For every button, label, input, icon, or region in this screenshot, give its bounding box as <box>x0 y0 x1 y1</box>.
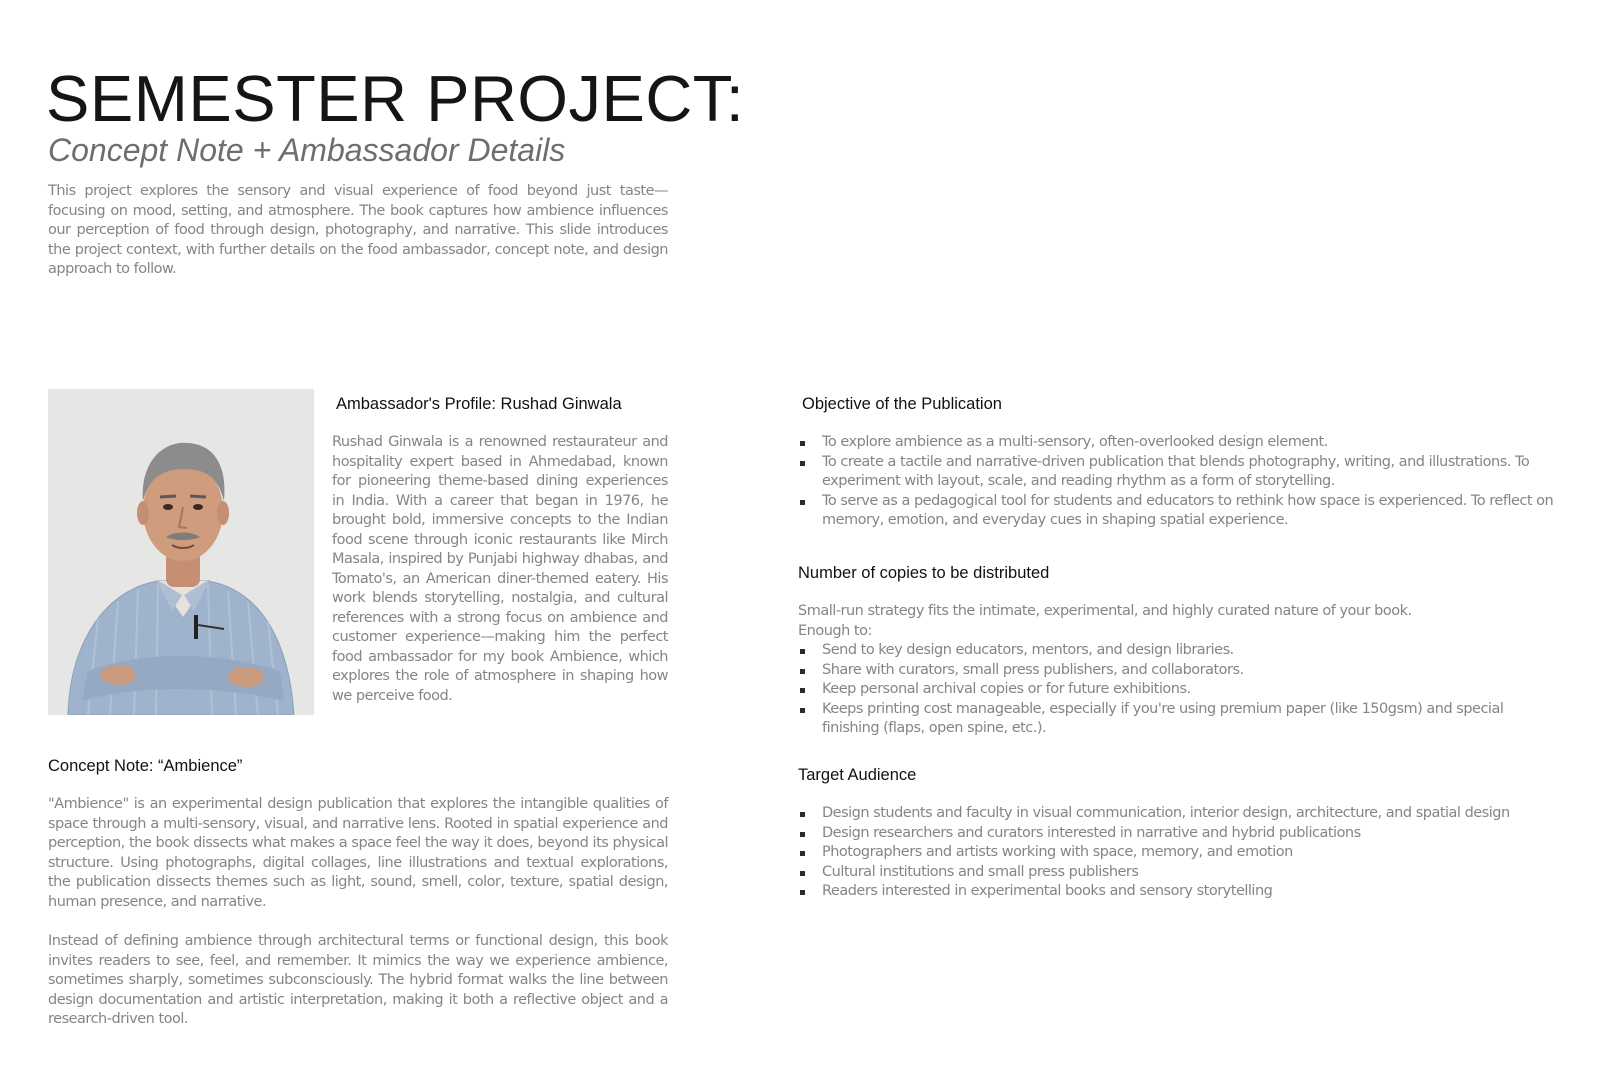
list-item: To create a tactile and narrative-driven publication that blends photography, writing, and illustrations. To experiment with layout, scale, and reading rhythm as a form of storytelling. <box>798 453 1558 492</box>
ambassador-heading: Ambassador's Profile: Rushad Ginwala <box>336 395 622 413</box>
concept-paragraph-2: Instead of defining ambience through architectural terms or functional design, this book invites readers to see, feel, and remember. It mimics the way we experience ambience, sometimes sharply, sometimes subconsciously. The hybrid format walks the line between design documentation and artistic interpretation, making it both a reflective object and a research-driven tool. <box>48 933 668 1027</box>
ambassador-bio: Rushad Ginwala is a renowned restaurateur and hospitality expert based in Ahmedabad, known for pioneering theme-based dining experiences in India. With a career that began in 1976, he brought bold, immersive concepts to the Indian food scene through iconic restaurants like Mirch Masala, inspired by Punjabi highway dhabas, and Tomato's, an American diner-themed eatery. His work blends storytelling, nostalgia, and cultural references with a strong focus on ambience and customer experience—making him the perfect food ambassador for my book Ambience, which explores the role of atmosphere in shaping how we perceive food. <box>332 434 668 704</box>
copies-list <box>798 641 1558 739</box>
copies-heading: Number of copies to be distributed <box>798 564 1050 582</box>
list-item: Design researchers and curators interested in narrative and hybrid publications <box>798 824 1578 844</box>
objective-list <box>798 433 1558 531</box>
ambassador-portrait-illustration <box>48 389 314 715</box>
page-title: SEMESTER PROJECT: <box>46 62 745 135</box>
concept-paragraph-1: "Ambience" is an experimental design publication that explores the intangible qualities of space through a multi-sensory, visual, and narrative lens. Rooted in spatial experience and perception, the book dissects what makes a space feel the way it does, beyond its physical structure. Using photographs, digital collages, line illustrations and textual explorations, the publication dissects themes such as light, sound, smell, color, texture, spatial design, human presence, and narrative. <box>48 796 668 910</box>
ambassador-photo <box>48 389 314 715</box>
objective-heading: Objective of the Publication <box>802 395 1002 413</box>
list-item: Keep personal archival copies or for future exhibitions. <box>798 680 1558 700</box>
page-subtitle: Concept Note + Ambassador Details <box>48 132 566 168</box>
list-item: Keeps printing cost manageable, especially if you're using premium paper (like 150gsm) and special finishing (flaps, open spine, etc.). <box>798 700 1558 739</box>
copies-lead <box>798 602 1558 641</box>
copies-lead-line-1: Small-run strategy fits the intimate, experimental, and highly curated nature of your book. <box>798 603 1412 619</box>
list-item: To serve as a pedagogical tool for students and educators to rethink how space is experienced. To reflect on memory, emotion, and everyday cues in shaping spatial experience. <box>798 492 1558 531</box>
list-item: Design students and faculty in visual communication, interior design, architecture, and spatial design <box>798 804 1578 824</box>
list-item: Share with curators, small press publishers, and collaborators. <box>798 661 1558 681</box>
audience-heading: Target Audience <box>798 766 917 784</box>
intro-paragraph: This project explores the sensory and visual experience of food beyond just taste—focusing on mood, setting, and atmosphere. The book captures how ambience influences our perception of food through design, photography, and narrative. This slide introduces the project context, with further details on the food ambassador, concept note, and design approach to follow. <box>48 183 668 277</box>
list-item: To explore ambience as a multi-sensory, often-overlooked design element. <box>798 433 1558 453</box>
list-item: Photographers and artists working with space, memory, and emotion <box>798 843 1578 863</box>
list-item: Cultural institutions and small press publishers <box>798 863 1578 883</box>
concept-heading: Concept Note: “Ambience” <box>48 757 243 775</box>
list-item: Send to key design educators, mentors, and design libraries. <box>798 641 1558 661</box>
copies-lead-line-2: Enough to: <box>798 622 872 639</box>
audience-list <box>798 804 1578 902</box>
list-item: Readers interested in experimental books and sensory storytelling <box>798 882 1578 902</box>
